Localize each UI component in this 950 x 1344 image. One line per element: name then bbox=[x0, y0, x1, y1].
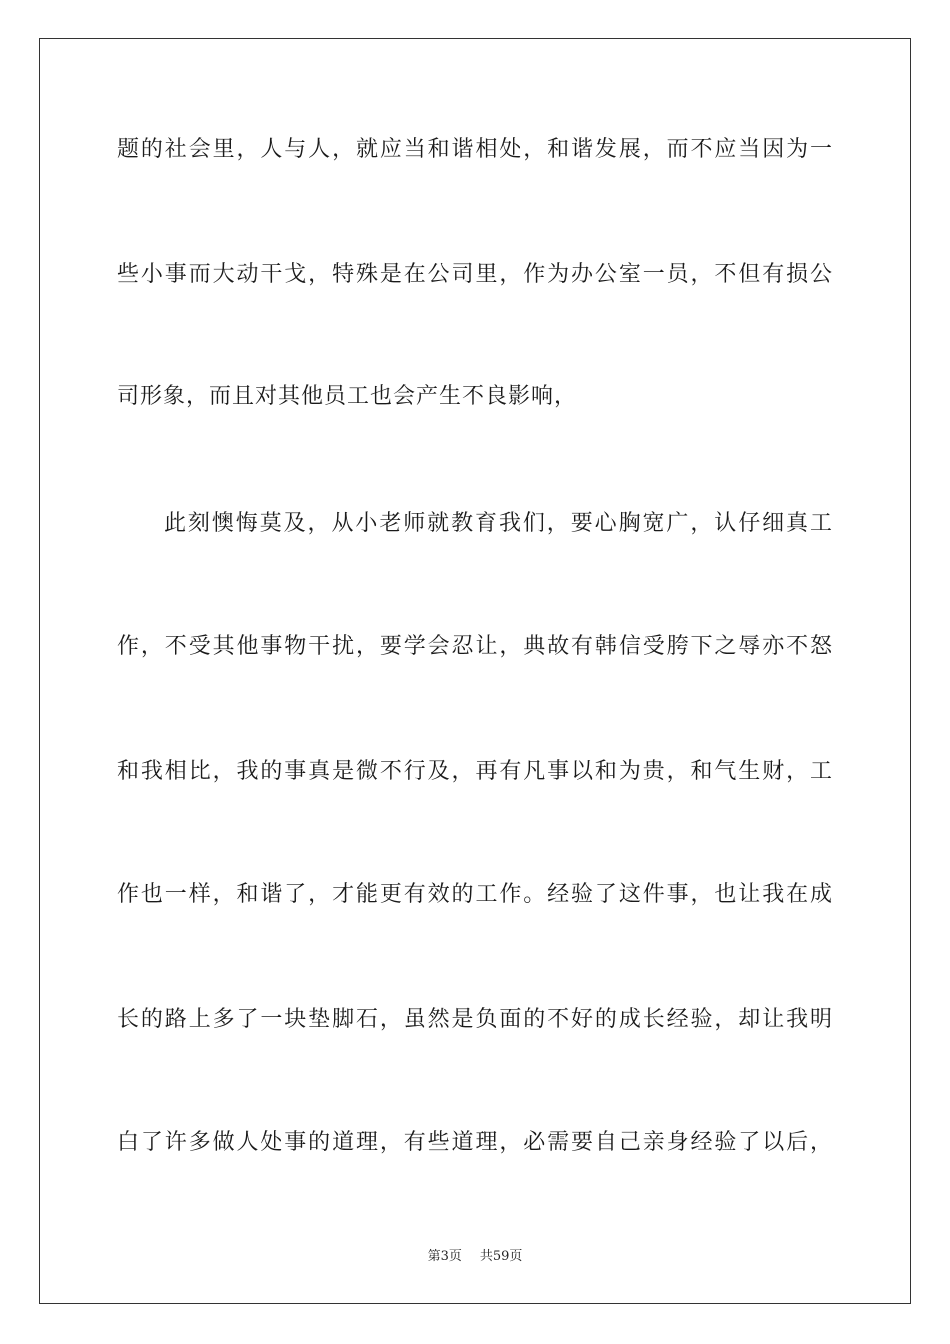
page-footer bbox=[0, 1248, 950, 1266]
text-line: 和我相比，我的事真是微不行及，再有凡事以和为贵，和气生财，工 bbox=[117, 759, 833, 784]
text-line: 白了许多做人处事的道理，有些道理，必需要自己亲身经验了以后， bbox=[117, 1130, 833, 1155]
text-line: 些小事而大动干戈，特殊是在公司里，作为办公室一员，不但有损公 bbox=[117, 262, 833, 287]
text-line: 长的路上多了一块垫脚石，虽然是负面的不好的成长经验，却让我明 bbox=[117, 1007, 833, 1032]
page-total: 共59页 bbox=[479, 1249, 523, 1264]
page-number: 第3页 bbox=[427, 1249, 462, 1264]
text-line: 司形象，而且对其他员工也会产生不良影响， bbox=[117, 384, 578, 409]
page-frame bbox=[39, 38, 911, 1304]
paragraph-first-line: 此刻懊悔莫及，从小老师就教育我们，要心胸宽广，认仔细真工 bbox=[164, 511, 833, 536]
text-line: 作也一样，和谐了，才能更有效的工作。经验了这件事，也让我在成 bbox=[117, 882, 833, 907]
text-line: 作，不受其他事物干扰，要学会忍让，典故有韩信受胯下之辱亦不怒 bbox=[117, 634, 833, 659]
text-line: 题的社会里，人与人，就应当和谐相处，和谐发展，而不应当因为一 bbox=[117, 137, 833, 162]
